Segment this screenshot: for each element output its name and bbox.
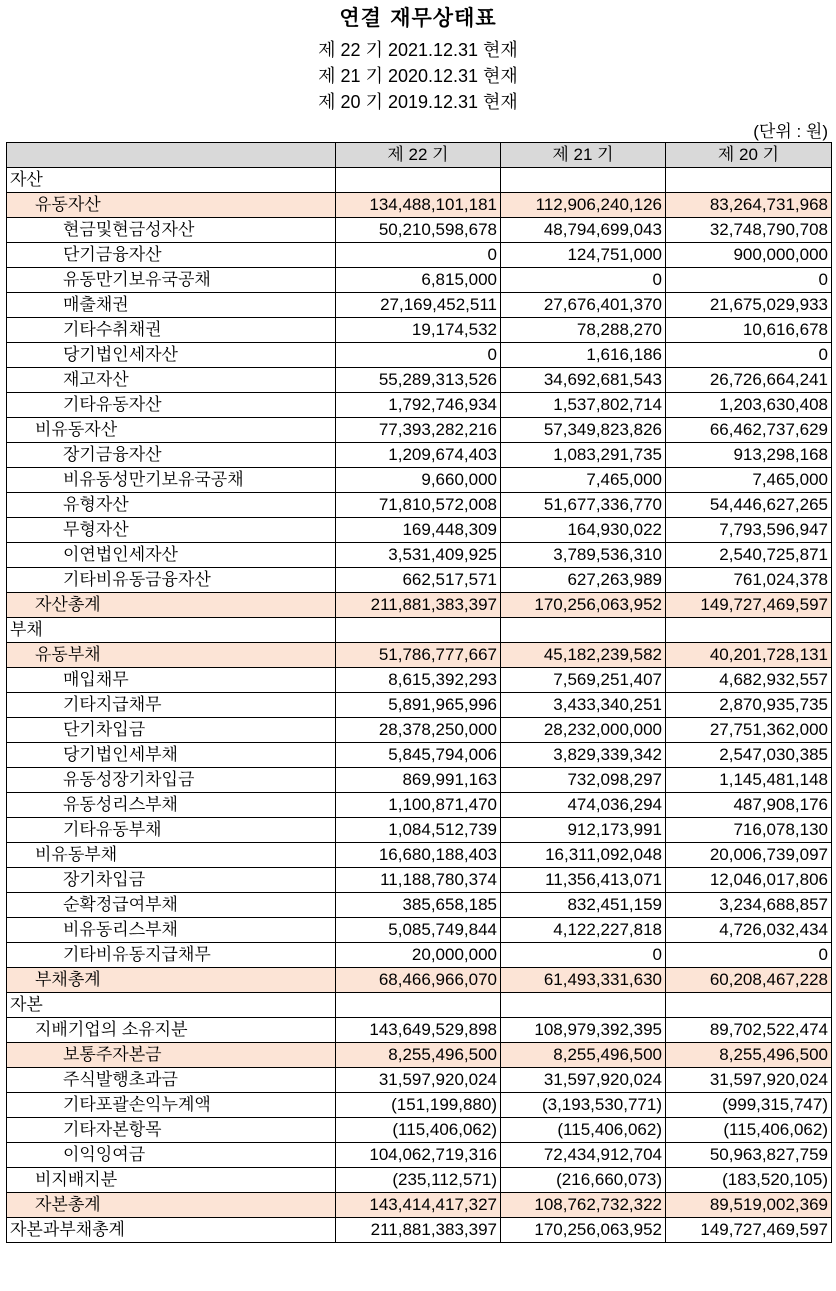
amount-cell: 716,078,130: [666, 818, 832, 843]
amount-cell: 12,046,017,806: [666, 868, 832, 893]
account-label: 보통주자본금: [7, 1043, 336, 1068]
amount-cell: 0: [501, 943, 666, 968]
table-row: [7, 993, 832, 1018]
table-row: [7, 1043, 832, 1068]
table-row: [7, 168, 832, 193]
account-label: 장기금융자산: [7, 443, 336, 468]
table-body: [7, 168, 832, 1243]
table-row: [7, 818, 832, 843]
amount-cell: [501, 993, 666, 1018]
amount-cell: 21,675,029,933: [666, 293, 832, 318]
table-row: [7, 768, 832, 793]
account-label: 재고자산: [7, 368, 336, 393]
amount-cell: 68,466,966,070: [336, 968, 501, 993]
period-line-21: 제 21 기 2020.12.31 현재: [318, 66, 518, 86]
amount-cell: 832,451,159: [501, 893, 666, 918]
table-row: [7, 843, 832, 868]
table-row: [7, 343, 832, 368]
account-label: 유동자산: [7, 193, 336, 218]
amount-cell: 27,751,362,000: [666, 718, 832, 743]
table-row: [7, 193, 832, 218]
amount-cell: 8,255,496,500: [666, 1043, 832, 1068]
account-label: 기타수취채권: [7, 318, 336, 343]
account-label: 비유동부채: [7, 843, 336, 868]
account-label: 이익잉여금: [7, 1143, 336, 1168]
amount-cell: 61,493,331,630: [501, 968, 666, 993]
amount-cell: 31,597,920,024: [666, 1068, 832, 1093]
amount-cell: 1,084,512,739: [336, 818, 501, 843]
amount-cell: [501, 618, 666, 643]
amount-cell: 1,616,186: [501, 343, 666, 368]
table-row: [7, 543, 832, 568]
amount-cell: 143,414,417,327: [336, 1193, 501, 1218]
table-row: [7, 418, 832, 443]
amount-cell: 913,298,168: [666, 443, 832, 468]
table-row: [7, 718, 832, 743]
amount-cell: 211,881,383,397: [336, 593, 501, 618]
amount-cell: (183,520,105): [666, 1168, 832, 1193]
account-label: 무형자산: [7, 518, 336, 543]
amount-cell: 57,349,823,826: [501, 418, 666, 443]
amount-cell: 3,531,409,925: [336, 543, 501, 568]
amount-cell: 9,660,000: [336, 468, 501, 493]
account-label: 유동부채: [7, 643, 336, 668]
account-label: 자본총계: [7, 1193, 336, 1218]
header-row: [7, 143, 832, 168]
amount-cell: 8,255,496,500: [501, 1043, 666, 1068]
amount-cell: 31,597,920,024: [336, 1068, 501, 1093]
amount-cell: (999,315,747): [666, 1093, 832, 1118]
amount-cell: [336, 993, 501, 1018]
header-account: [7, 143, 336, 168]
amount-cell: 7,465,000: [666, 468, 832, 493]
amount-cell: 5,891,965,996: [336, 693, 501, 718]
account-label: 장기차입금: [7, 868, 336, 893]
account-label: 부채: [7, 618, 336, 643]
account-label: 단기차입금: [7, 718, 336, 743]
account-label: 유동성리스부채: [7, 793, 336, 818]
amount-cell: 474,036,294: [501, 793, 666, 818]
amount-cell: 3,829,339,342: [501, 743, 666, 768]
table-row: [7, 293, 832, 318]
amount-cell: 0: [501, 268, 666, 293]
account-label: 부채총계: [7, 968, 336, 993]
amount-cell: 20,000,000: [336, 943, 501, 968]
account-label: 당기법인세자산: [7, 343, 336, 368]
amount-cell: 7,465,000: [501, 468, 666, 493]
table-row: [7, 793, 832, 818]
amount-cell: (235,112,571): [336, 1168, 501, 1193]
amount-cell: 170,256,063,952: [501, 593, 666, 618]
amount-cell: 149,727,469,597: [666, 1218, 832, 1243]
amount-cell: 7,793,596,947: [666, 518, 832, 543]
table-row: [7, 618, 832, 643]
amount-cell: 1,083,291,735: [501, 443, 666, 468]
amount-cell: 149,727,469,597: [666, 593, 832, 618]
table-row: [7, 593, 832, 618]
amount-cell: 8,615,392,293: [336, 668, 501, 693]
amount-cell: 48,794,699,043: [501, 218, 666, 243]
amount-cell: (216,660,073): [501, 1168, 666, 1193]
amount-cell: 0: [336, 343, 501, 368]
amount-cell: 1,792,746,934: [336, 393, 501, 418]
account-label: 자산총계: [7, 593, 336, 618]
amount-cell: 27,676,401,370: [501, 293, 666, 318]
amount-cell: 211,881,383,397: [336, 1218, 501, 1243]
amount-cell: 6,815,000: [336, 268, 501, 293]
table-row: [7, 1168, 832, 1193]
account-label: 당기법인세부채: [7, 743, 336, 768]
amount-cell: 50,210,598,678: [336, 218, 501, 243]
amount-cell: 55,289,313,526: [336, 368, 501, 393]
period-line-22: 제 22 기 2021.12.31 현재: [318, 40, 518, 60]
table-row: [7, 893, 832, 918]
table-row: [7, 468, 832, 493]
table-row: [7, 443, 832, 468]
account-label: 기타비유동금융자산: [7, 568, 336, 593]
amount-cell: (115,406,062): [501, 1118, 666, 1143]
account-label: 기타포괄손익누계액: [7, 1093, 336, 1118]
account-label: 기타비유동지급채무: [7, 943, 336, 968]
amount-cell: [666, 993, 832, 1018]
amount-cell: 627,263,989: [501, 568, 666, 593]
amount-cell: 761,024,378: [666, 568, 832, 593]
amount-cell: 20,006,739,097: [666, 843, 832, 868]
amount-cell: 143,649,529,898: [336, 1018, 501, 1043]
amount-cell: 8,255,496,500: [336, 1043, 501, 1068]
amount-cell: [666, 618, 832, 643]
table-row: [7, 868, 832, 893]
account-label: 매출채권: [7, 293, 336, 318]
amount-cell: 134,488,101,181: [336, 193, 501, 218]
table-row: [7, 1093, 832, 1118]
amount-cell: 1,203,630,408: [666, 393, 832, 418]
table-row: [7, 1218, 832, 1243]
amount-cell: 51,677,336,770: [501, 493, 666, 518]
account-label: 기타자본항목: [7, 1118, 336, 1143]
account-label: 이연법인세자산: [7, 543, 336, 568]
statement-title: 연결 재무상태표: [339, 6, 497, 30]
amount-cell: 54,446,627,265: [666, 493, 832, 518]
amount-cell: 16,311,092,048: [501, 843, 666, 868]
table-row: [7, 1068, 832, 1093]
amount-cell: 50,963,827,759: [666, 1143, 832, 1168]
amount-cell: 108,979,392,395: [501, 1018, 666, 1043]
amount-cell: 732,098,297: [501, 768, 666, 793]
amount-cell: 3,234,688,857: [666, 893, 832, 918]
amount-cell: 164,930,022: [501, 518, 666, 543]
amount-cell: 19,174,532: [336, 318, 501, 343]
table-row: [7, 668, 832, 693]
account-label: 자본과부채총계: [7, 1218, 336, 1243]
table-row: [7, 368, 832, 393]
table-row: [7, 243, 832, 268]
account-label: 지배기업의 소유지분: [7, 1018, 336, 1043]
amount-cell: 16,680,188,403: [336, 843, 501, 868]
account-label: 기타유동자산: [7, 393, 336, 418]
amount-cell: 89,519,002,369: [666, 1193, 832, 1218]
amount-cell: 51,786,777,667: [336, 643, 501, 668]
table-row: [7, 918, 832, 943]
account-label: 매입채무: [7, 668, 336, 693]
account-label: 단기금융자산: [7, 243, 336, 268]
amount-cell: 0: [666, 943, 832, 968]
table-row: [7, 1193, 832, 1218]
amount-cell: 385,658,185: [336, 893, 501, 918]
table-row: [7, 568, 832, 593]
table-header: [7, 143, 832, 168]
amount-cell: 34,692,681,543: [501, 368, 666, 393]
table-row: [7, 393, 832, 418]
amount-cell: 4,122,227,818: [501, 918, 666, 943]
amount-cell: 11,188,780,374: [336, 868, 501, 893]
amount-cell: 1,209,674,403: [336, 443, 501, 468]
account-label: 비유동성만기보유국공채: [7, 468, 336, 493]
amount-cell: 3,433,340,251: [501, 693, 666, 718]
amount-cell: (115,406,062): [336, 1118, 501, 1143]
amount-cell: 662,517,571: [336, 568, 501, 593]
account-label: 기타지급채무: [7, 693, 336, 718]
amount-cell: [336, 168, 501, 193]
amount-cell: 5,845,794,006: [336, 743, 501, 768]
amount-cell: 869,991,163: [336, 768, 501, 793]
amount-cell: 2,547,030,385: [666, 743, 832, 768]
amount-cell: 0: [336, 243, 501, 268]
amount-cell: 26,726,664,241: [666, 368, 832, 393]
account-label: 주식발행초과금: [7, 1068, 336, 1093]
amount-cell: 169,448,309: [336, 518, 501, 543]
account-label: 비유동자산: [7, 418, 336, 443]
amount-cell: 487,908,176: [666, 793, 832, 818]
account-label: 유형자산: [7, 493, 336, 518]
amount-cell: 66,462,737,629: [666, 418, 832, 443]
amount-cell: 108,762,732,322: [501, 1193, 666, 1218]
amount-cell: 89,702,522,474: [666, 1018, 832, 1043]
amount-cell: [666, 168, 832, 193]
amount-cell: 31,597,920,024: [501, 1068, 666, 1093]
account-label: 유동성장기차입금: [7, 768, 336, 793]
table-row: [7, 318, 832, 343]
table-row: [7, 518, 832, 543]
table-row: [7, 268, 832, 293]
table-row: [7, 493, 832, 518]
account-label: 자산: [7, 168, 336, 193]
amount-cell: 45,182,239,582: [501, 643, 666, 668]
amount-cell: 5,085,749,844: [336, 918, 501, 943]
amount-cell: 2,540,725,871: [666, 543, 832, 568]
account-label: 순확정급여부채: [7, 893, 336, 918]
table-row: [7, 1118, 832, 1143]
amount-cell: 1,100,871,470: [336, 793, 501, 818]
amount-cell: 11,356,413,071: [501, 868, 666, 893]
account-label: 유동만기보유국공채: [7, 268, 336, 293]
amount-cell: 40,201,728,131: [666, 643, 832, 668]
amount-cell: 72,434,912,704: [501, 1143, 666, 1168]
amount-cell: 27,169,452,511: [336, 293, 501, 318]
table-row: [7, 1143, 832, 1168]
amount-cell: [336, 618, 501, 643]
table-row: [7, 943, 832, 968]
amount-cell: 78,288,270: [501, 318, 666, 343]
table-row: [7, 1018, 832, 1043]
header-period-20: 제 20 기: [666, 143, 832, 168]
amount-cell: 1,537,802,714: [501, 393, 666, 418]
amount-cell: 10,616,678: [666, 318, 832, 343]
account-label: 현금및현금성자산: [7, 218, 336, 243]
amount-cell: 7,569,251,407: [501, 668, 666, 693]
amount-cell: 0: [666, 268, 832, 293]
account-label: 비지배지분: [7, 1168, 336, 1193]
amount-cell: (151,199,880): [336, 1093, 501, 1118]
amount-cell: (115,406,062): [666, 1118, 832, 1143]
amount-cell: 28,378,250,000: [336, 718, 501, 743]
amount-cell: 112,906,240,126: [501, 193, 666, 218]
amount-cell: 1,145,481,148: [666, 768, 832, 793]
account-label: 비유동리스부채: [7, 918, 336, 943]
amount-cell: 912,173,991: [501, 818, 666, 843]
amount-cell: [501, 168, 666, 193]
amount-cell: 32,748,790,708: [666, 218, 832, 243]
table-row: [7, 743, 832, 768]
amount-cell: 71,810,572,008: [336, 493, 501, 518]
amount-cell: 0: [666, 343, 832, 368]
balance-sheet-table: [6, 142, 832, 1243]
amount-cell: 124,751,000: [501, 243, 666, 268]
amount-cell: 28,232,000,000: [501, 718, 666, 743]
period-line-20: 제 20 기 2019.12.31 현재: [318, 92, 518, 112]
amount-cell: 3,789,536,310: [501, 543, 666, 568]
amount-cell: 4,682,932,557: [666, 668, 832, 693]
amount-cell: 83,264,731,968: [666, 193, 832, 218]
table-row: [7, 968, 832, 993]
header-period-21: 제 21 기: [501, 143, 666, 168]
amount-cell: 170,256,063,952: [501, 1218, 666, 1243]
account-label: 자본: [7, 993, 336, 1018]
header-period-22: 제 22 기: [336, 143, 501, 168]
amount-cell: 2,870,935,735: [666, 693, 832, 718]
unit-label: (단위 : 원): [753, 122, 828, 141]
table-row: [7, 218, 832, 243]
amount-cell: 104,062,719,316: [336, 1143, 501, 1168]
amount-cell: 77,393,282,216: [336, 418, 501, 443]
table-row: [7, 643, 832, 668]
amount-cell: 900,000,000: [666, 243, 832, 268]
amount-cell: 4,726,032,434: [666, 918, 832, 943]
amount-cell: (3,193,530,771): [501, 1093, 666, 1118]
table-row: [7, 693, 832, 718]
account-label: 기타유동부채: [7, 818, 336, 843]
amount-cell: 60,208,467,228: [666, 968, 832, 993]
